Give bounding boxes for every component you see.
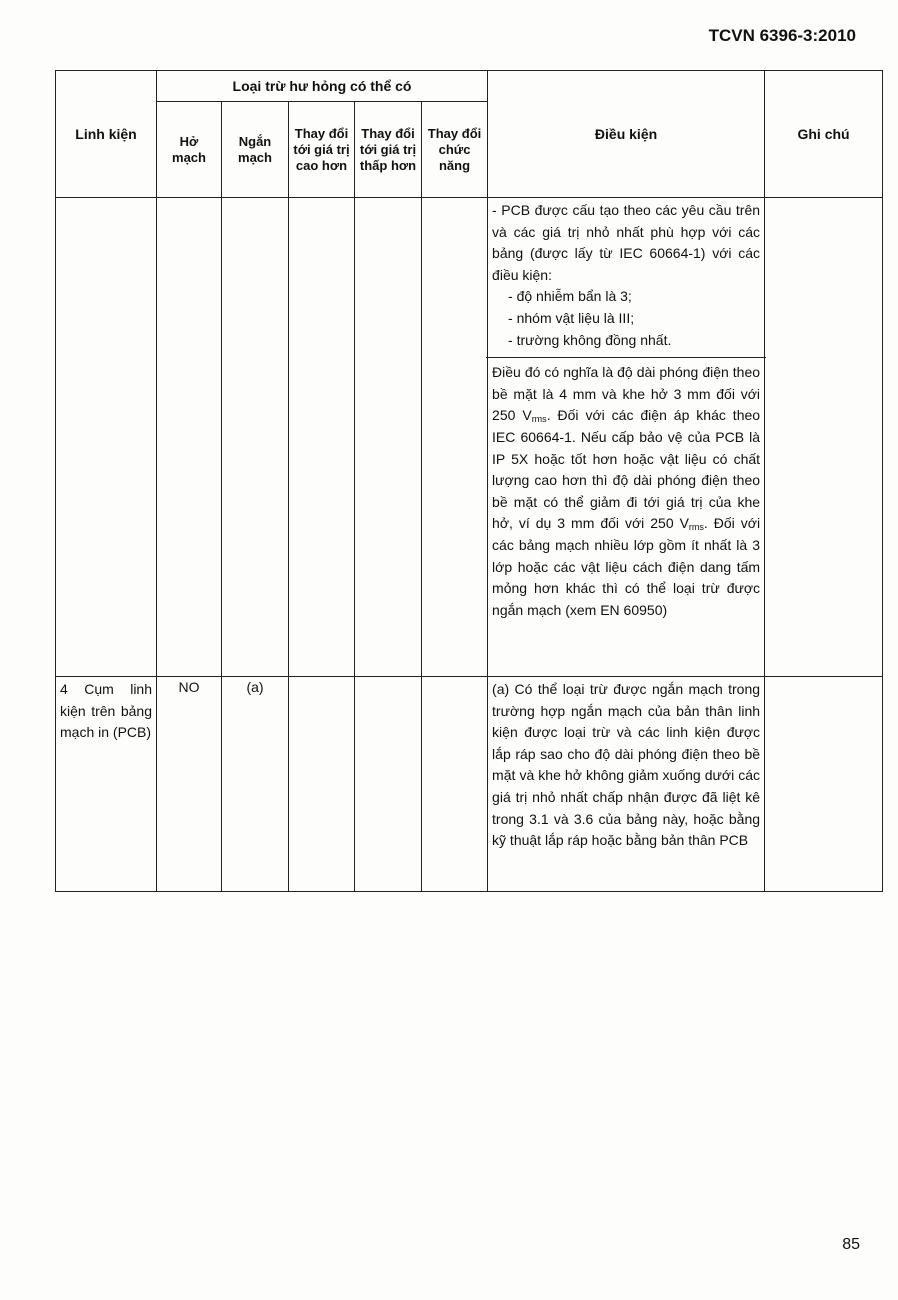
cell-lower-empty: [355, 198, 422, 677]
cell-short-empty: [222, 198, 289, 677]
page-number: 85: [842, 1236, 860, 1253]
cell-function-empty: [422, 677, 488, 892]
condition-item: - độ nhiễm bẩn là 3;: [508, 288, 632, 305]
cell-component-empty: [56, 198, 157, 677]
condition-item: - trường không đồng nhất.: [508, 331, 672, 348]
header-open-circuit: Hở mạch: [157, 102, 222, 198]
cell-higher-empty: [289, 198, 355, 677]
header-note: Ghi chú: [765, 71, 883, 198]
cell-open-empty: [157, 198, 222, 677]
cell-lower-empty: [355, 677, 422, 892]
header-function-change: Thay đổi chức năng: [422, 102, 488, 198]
header-component: Linh kiện: [56, 71, 157, 198]
table-row: [56, 198, 883, 677]
header-short-circuit: Ngắn mạch: [222, 102, 289, 198]
cell-short-circuit: (a): [222, 677, 289, 892]
header-fault-group: Loại trừ hư hỏng có thể có: [157, 71, 488, 102]
header-row-1: [56, 71, 883, 102]
cell-note-empty: [765, 677, 883, 892]
cell-component-pcb-assembly: 4 Cụm linh kiện trên bảng mạch in (PCB): [56, 677, 157, 892]
cell-higher-empty: [289, 677, 355, 892]
header-condition: Điều kiện: [488, 71, 765, 198]
cell-function-empty: [422, 198, 488, 677]
header-lower-value: Thay đổi tới giá trị thấp hơn: [355, 102, 422, 198]
header-higher-value: Thay đổi tới giá trị cao hơn: [289, 102, 355, 198]
condition-detail: Điều đó có nghĩa là độ dài phóng điện theo bề mặt là 4 mm và khe hở 3 mm đối với 250 $V_{rms}$. Đối với các điện áp khác theo IEC 60664-1. Nếu cấp bảo vệ của PCB là IP 5X hoặc tốt hơn hoặc vật liệu có chất lượng cao hơn thì độ dài phóng điện theo bề mặt có thể giảm đi tới giá trị của khe hở, ví dụ 3 mm đối với 250 $V_{rms}$. Đối với các bảng mạch nhiều lớp gồm ít nhất là 3 lớp hoặc các vật liệu cách điện dang tấm mỏng hơn khác thì có thể loại trừ được ngắn mạch (xem EN 60950): [492, 364, 761, 618]
inner-divider: [486, 357, 766, 358]
cell-note-empty: [765, 198, 883, 677]
cell-open-circuit: NO: [157, 677, 222, 892]
condition-item: - nhóm vật liệu là III;: [508, 309, 635, 326]
table-row: [56, 677, 883, 892]
cell-condition-pcb: [488, 198, 765, 677]
condition-intro: - PCB được cấu tạo theo các yêu cầu trên và các giá trị nhỏ nhất phù hợp với các bảng (được lấy từ IEC 60664-1) với các điều kiện:: [492, 202, 761, 283]
fault-exclusion-table: [55, 70, 883, 892]
document-code: TCVN 6396-3:2010: [708, 26, 856, 45]
cell-condition-assembly: (a) Có thể loại trừ được ngắn mạch trong trường hợp ngắn mạch của bản thân linh kiện được loại trừ và các linh kiện được lắp ráp sao cho độ dài phóng điện theo bề mặt và khe hở không giảm xuống dưới các giá trị nhỏ nhất chấp nhận được đã liệt kê trong 3.1 và 3.6 của bảng này, hoặc bằng kỹ thuật lắp ráp hoặc bằng bản thân PCB: [488, 677, 765, 892]
